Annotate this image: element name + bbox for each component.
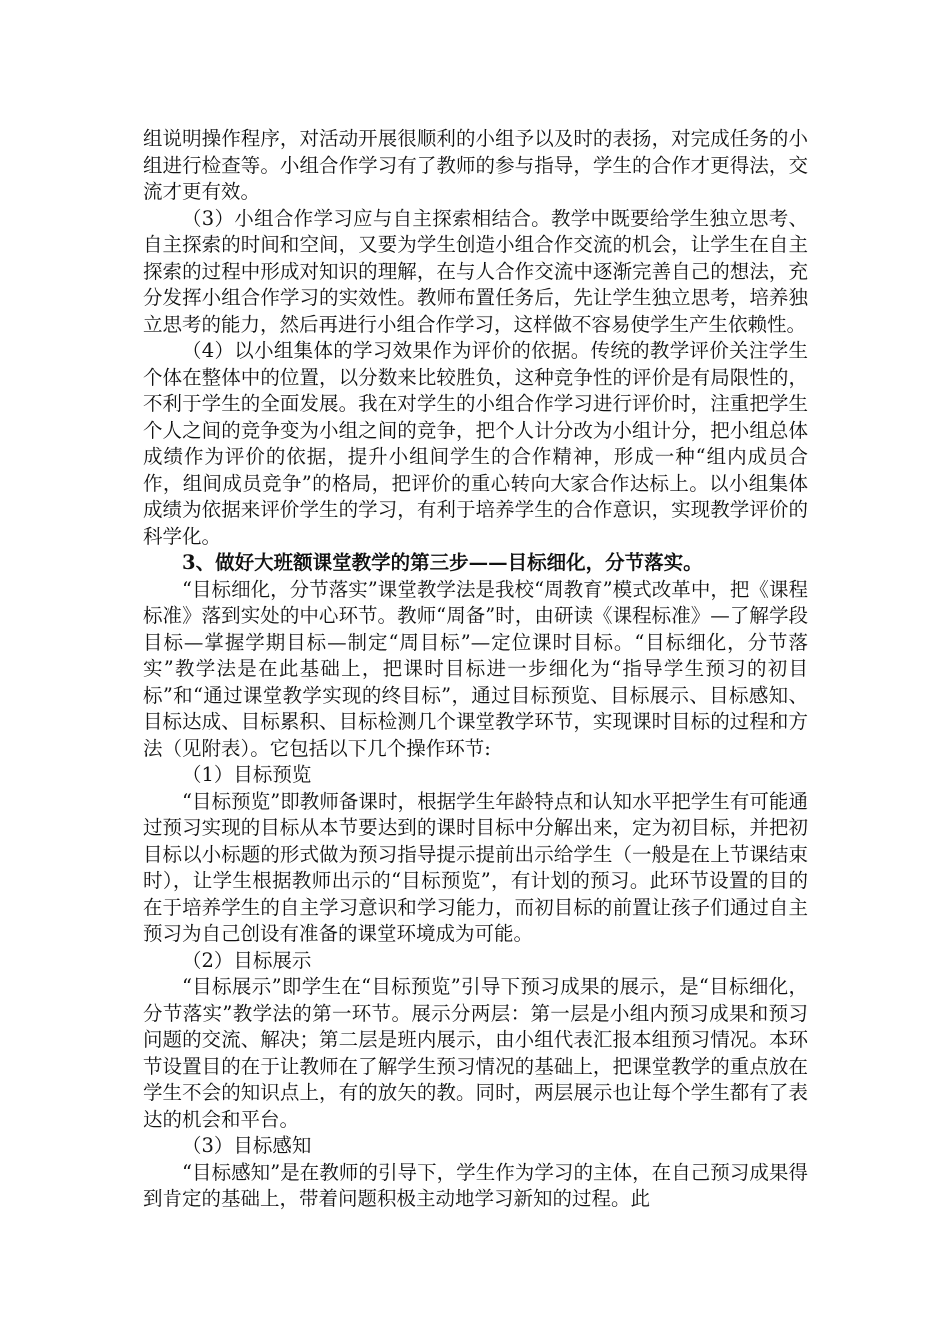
document-page [143,126,808,1213]
paragraph-3: （4）以小组集体的学习效果作为评价的依据。传统的教学评价关注学生个体在整体中的位置，以分数来比较胜负，这种竞争性的评价是有局限性的，不利于学生的全面发展。我在对学生的小组合作学习进行评价时，注重把学生个人之间的竞争变为小组之间的竞争，把个人计分改为小组计分，把小组总体成绩作为评价的依据，提升小组间学生的合作精神，形成一种“组内成员合作，组间成员竞争”的格局，把评价的重心转向大家合作达标上。以小组集体成绩为依据来评价学生的学习，有利于培养学生的合作意识，实现教学评价的科学化。 [143,339,808,548]
paragraph-4: “目标细化，分节落实”课堂教学法是我校“周教育”模式改革中，把《课程标准》落到实处的中心环节。教师“周备”时，由研读《课程标准》—了解学段目标—掌握学期目标—制定“周目标”—定位课时目标。“目标细化，分节落实”教学法是在此基础上，把课时目标进一步细化为“指导学生预习的初目标”和“通过课堂教学实现的终目标”，通过目标预览、目标展示、目标感知、目标达成、目标累积、目标检测几个课堂教学环节，实现课时目标的过程和方法（见附表）。它包括以下几个操作环节: [143,577,808,760]
section-heading: 3、做好大班额课堂教学的第三步——目标细化，分节落实。 [182,551,703,574]
paragraph-5: “目标预览”即教师备课时，根据学生年龄特点和认知水平把学生有可能通过预习实现的目标从本节要达到的课时目标中分解出来，定为初目标，并把初目标以小标题的形式做为预习指导提示提前出示给学生（一般是在上节课结束时），让学生根据教师出示的“目标预览”，有计划的预习。此环节设置的目的在于培养学生的自主学习意识和学习能力，而初目标的前置让孩子们通过自主预习为自己创设有准备的课堂环境成为可能。 [143,789,808,945]
subheading-3: （3）目标感知 [182,1134,312,1157]
subheading-2: （2）目标展示 [182,948,312,972]
subheading-1: （1）目标预览 [182,763,312,786]
paragraph-7: “目标感知”是在教师的引导下，学生作为学习的主体，在自己预习成果得到肯定的基础上，带着问题积极主动地学习新知的过程。此 [143,1160,808,1210]
paragraph-6: “目标展示”即学生在“目标预览”引导下预习成果的展示，是“目标细化，分节落实”教学法的第一环节。展示分两层：第一层是小组内预习成果和预习问题的交流、解决；第二层是班内展示，由小组代表汇报本组预习情况。本环节设置目的在于让教师在了解学生预习情况的基础上，把课堂教学的重点放在学生不会的知识点上，有的放矢的教。同时，两层展示也让每个学生都有了表达的机会和平台。 [143,975,808,1131]
paragraph-1: 组说明操作程序，对活动开展很顺利的小组予以及时的表扬，对完成任务的小组进行检查等。小组合作学习有了教师的参与指导，学生的合作才更得法，交流才更有效。 [143,127,808,203]
paragraph-2: （3）小组合作学习应与自主探索相结合。教学中既要给学生独立思考、自主探索的时间和空间，又要为学生创造小组合作交流的机会，让学生在自主探索的过程中形成对知识的理解，在与人合作交流中逐渐完善自己的想法，充分发挥小组合作学习的实效性。教师布置任务后，先让学生独立思考，培养独立思考的能力，然后再进行小组合作学习，这样做不容易使学生产生依赖性。 [143,206,808,336]
